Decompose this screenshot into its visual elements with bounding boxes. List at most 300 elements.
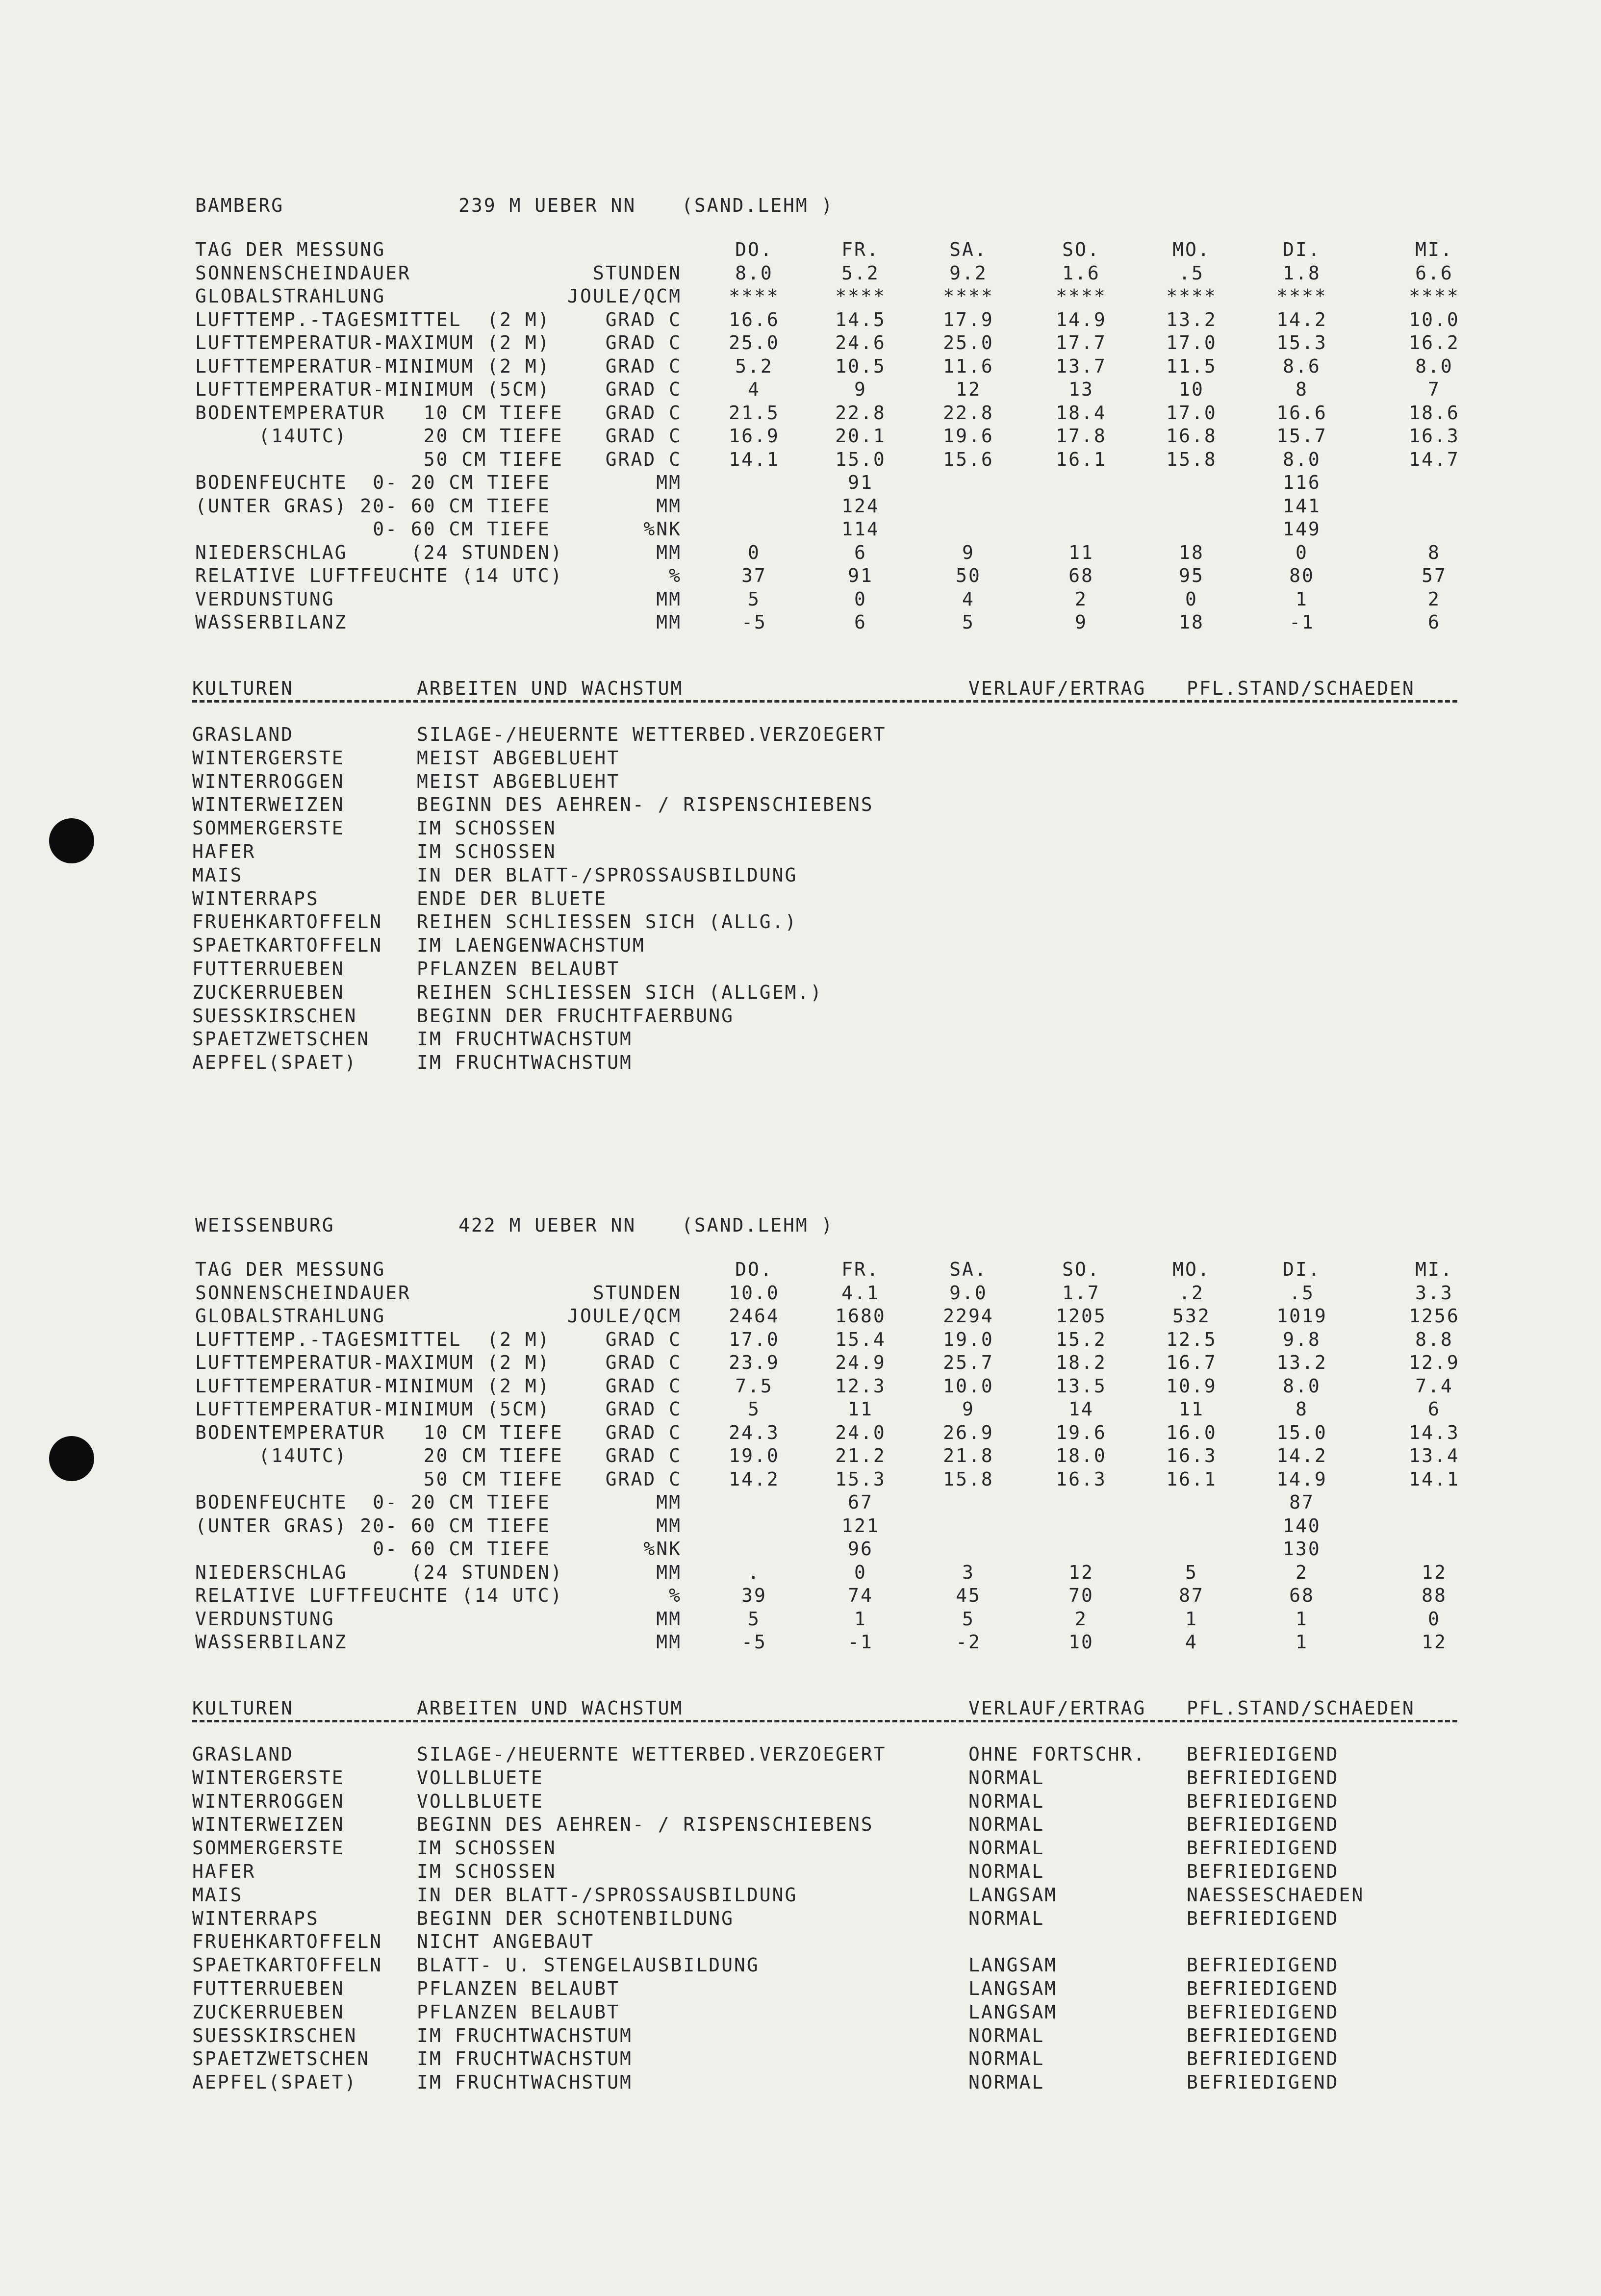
- weather-value: 9.8: [1283, 1328, 1321, 1350]
- weather-row-unit: GRAD C: [605, 332, 682, 353]
- weather-value: 15.0: [1276, 1421, 1327, 1443]
- weather-row-label: 0- 60 CM TIEFE: [195, 518, 551, 540]
- weather-value: 0: [854, 588, 867, 610]
- crop-work: MEIST ABGEBLUEHT: [417, 747, 620, 769]
- weather-row-label: LUFTTEMPERATUR-MINIMUM (2 M): [195, 355, 551, 377]
- weather-value: 19.6: [943, 425, 994, 447]
- crop-condition: BEFRIEDIGEND: [1187, 1861, 1339, 1882]
- weather-row-unit: MM: [656, 1491, 682, 1513]
- station-elevation: 239 M UEBER NN: [458, 195, 636, 216]
- weather-value: 16.6: [729, 308, 780, 330]
- weather-value: 22.8: [835, 402, 886, 424]
- weather-row-unit: MM: [656, 588, 682, 610]
- crop-progress: LANGSAM: [968, 1884, 1058, 1906]
- crop-condition: BEFRIEDIGEND: [1187, 1766, 1339, 1789]
- crop-work: MEIST ABGEBLUEHT: [417, 770, 620, 792]
- crop-culture: WINTERGERSTE: [192, 747, 345, 769]
- crop-culture: SUESSKIRSCHEN: [192, 1005, 357, 1027]
- weather-value: 16.3: [1166, 1445, 1217, 1466]
- weather-value: 12: [956, 378, 981, 400]
- crop-work: BEGINN DES AEHREN- / RISPENSCHIEBENS: [417, 1814, 874, 1836]
- crop-work: IM FRUCHTWACHSTUM: [417, 1052, 633, 1074]
- weather-value: 0: [1185, 588, 1198, 610]
- weather-value: 1.8: [1283, 262, 1321, 284]
- crop-progress: NORMAL: [968, 2071, 1045, 2094]
- weather-value: 2294: [943, 1305, 994, 1327]
- crop-header-culture: KULTUREN: [192, 678, 294, 699]
- weather-row-unit: GRAD C: [605, 402, 682, 424]
- weather-value: 37: [741, 565, 767, 586]
- weather-value: 17.0: [1166, 332, 1217, 353]
- weather-row-unit: JOULE/QCM: [567, 1305, 682, 1327]
- weather-value: 6: [1428, 1398, 1441, 1420]
- weather-value: 0: [748, 541, 761, 563]
- weather-value: 15.3: [835, 1468, 886, 1490]
- day-header: FR.: [841, 1259, 880, 1280]
- crop-header-culture: KULTUREN: [192, 1697, 294, 1719]
- crop-culture: WINTERRAPS: [192, 1907, 319, 1929]
- weather-row-unit: MM: [656, 1631, 682, 1653]
- weather-header-label: TAG DER MESSUNG: [195, 1259, 386, 1280]
- weather-value: 18.6: [1409, 402, 1460, 424]
- crop-progress: NORMAL: [968, 1907, 1045, 1929]
- crop-culture: HAFER: [192, 841, 256, 862]
- weather-value: 4: [962, 588, 975, 610]
- weather-value: 0: [1428, 1608, 1441, 1630]
- crop-work: IM LAENGENWACHSTUM: [417, 934, 645, 957]
- weather-value: 15.6: [943, 448, 994, 470]
- weather-value: 14.9: [1276, 1468, 1327, 1490]
- weather-value: 0: [854, 1561, 867, 1583]
- weather-row-unit: %NK: [643, 518, 682, 540]
- punch-hole-lower: [49, 1436, 94, 1481]
- weather-row-label: LUFTTEMP.-TAGESMITTEL (2 M): [195, 308, 551, 330]
- weather-value: 2: [1075, 1608, 1088, 1630]
- weather-value: 1680: [835, 1305, 886, 1327]
- weather-value: 68: [1289, 1585, 1315, 1606]
- weather-value: ****: [835, 285, 886, 307]
- crop-work: VOLLBLUETE: [417, 1766, 544, 1789]
- weather-value: 16.3: [1056, 1468, 1107, 1490]
- weather-value: 91: [848, 565, 873, 586]
- crop-work: IM SCHOSSEN: [417, 817, 557, 839]
- crop-header-progress: VERLAUF/ERTRAG: [968, 1697, 1146, 1719]
- weather-row-label: BODENFEUCHTE 0- 20 CM TIEFE: [195, 1491, 551, 1513]
- weather-value: 95: [1179, 565, 1204, 586]
- weather-value: 17.0: [1166, 402, 1217, 424]
- crop-work: PFLANZEN BELAUBT: [417, 958, 620, 980]
- crop-work: IM FRUCHTWACHSTUM: [417, 1028, 633, 1050]
- weather-value: 7.4: [1415, 1375, 1453, 1397]
- crop-work: IM FRUCHTWACHSTUM: [417, 2048, 633, 2070]
- day-header: DI.: [1283, 1259, 1321, 1280]
- weather-value: 8.0: [1415, 355, 1453, 377]
- weather-value: 10.0: [943, 1375, 994, 1397]
- weather-row-label: BODENTEMPERATUR 10 CM TIEFE: [195, 1421, 563, 1443]
- crop-progress: NORMAL: [968, 1790, 1045, 1812]
- crop-work: SILAGE-/HEUERNTE WETTERBED.VERZOEGERT: [417, 1743, 887, 1765]
- crop-progress: NORMAL: [968, 1837, 1045, 1859]
- weather-row-label: LUFTTEMPERATUR-MAXIMUM (2 M): [195, 1352, 551, 1373]
- day-header: SO.: [1062, 239, 1100, 260]
- weather-value: 16.0: [1166, 1421, 1217, 1443]
- crop-culture: WINTERROGGEN: [192, 770, 345, 792]
- weather-row-unit: GRAD C: [605, 1352, 682, 1373]
- weather-value: 5.2: [841, 262, 880, 284]
- crop-condition: BEFRIEDIGEND: [1187, 1907, 1339, 1929]
- crop-progress: NORMAL: [968, 1814, 1045, 1836]
- weather-value: 130: [1283, 1538, 1321, 1560]
- weather-value: 14.1: [729, 448, 780, 470]
- weather-value: 9.0: [949, 1282, 988, 1304]
- weather-value: 1.7: [1062, 1282, 1100, 1304]
- crop-condition: BEFRIEDIGEND: [1187, 1743, 1339, 1765]
- weather-row-unit: GRAD C: [605, 378, 682, 400]
- weather-row-label: GLOBALSTRAHLUNG: [195, 1305, 386, 1327]
- weather-value: 2464: [729, 1305, 780, 1327]
- crop-condition: NAESSESCHAEDEN: [1187, 1884, 1365, 1906]
- crop-work: SILAGE-/HEUERNTE WETTERBED.VERZOEGERT: [417, 724, 887, 745]
- crop-culture: ZUCKERRUEBEN: [192, 2001, 345, 2023]
- weather-row-label: NIEDERSCHLAG (24 STUNDEN): [195, 1561, 563, 1583]
- crop-progress: NORMAL: [968, 1766, 1045, 1789]
- weather-value: ****: [729, 285, 780, 307]
- weather-value: 1256: [1409, 1305, 1460, 1327]
- weather-value: 15.0: [835, 448, 886, 470]
- weather-value: 24.6: [835, 332, 886, 353]
- weather-value: 13.2: [1276, 1352, 1327, 1373]
- crop-culture: AEPFEL(SPAET): [192, 2071, 357, 2094]
- weather-row-unit: GRAD C: [605, 448, 682, 470]
- weather-value: 1.6: [1062, 262, 1100, 284]
- crop-condition: BEFRIEDIGEND: [1187, 2048, 1339, 2070]
- weather-value: 57: [1422, 565, 1447, 586]
- weather-value: 16.1: [1166, 1468, 1217, 1490]
- weather-row-unit: GRAD C: [605, 425, 682, 447]
- weather-value: 16.8: [1166, 425, 1217, 447]
- weather-value: 16.6: [1276, 402, 1327, 424]
- weather-value: 18.4: [1056, 402, 1107, 424]
- weather-row-unit: GRAD C: [605, 1468, 682, 1490]
- weather-value: 14.5: [835, 308, 886, 330]
- weather-row-unit: GRAD C: [605, 1398, 682, 1420]
- weather-value: 8.8: [1415, 1328, 1453, 1350]
- weather-value: 24.3: [729, 1421, 780, 1443]
- weather-value: 17.8: [1056, 425, 1107, 447]
- weather-value: 1: [854, 1608, 867, 1630]
- station-elevation: 422 M UEBER NN: [458, 1214, 636, 1236]
- weather-value: 13.7: [1056, 355, 1107, 377]
- day-header: SO.: [1062, 1259, 1100, 1280]
- weather-value: 13.4: [1409, 1445, 1460, 1466]
- weather-value: ****: [943, 285, 994, 307]
- weather-row-label: LUFTTEMP.-TAGESMITTEL (2 M): [195, 1328, 551, 1350]
- weather-value: 17.0: [729, 1328, 780, 1350]
- weather-value: 8.6: [1283, 355, 1321, 377]
- weather-value: ****: [1166, 285, 1217, 307]
- weather-value: 12.3: [835, 1375, 886, 1397]
- weather-value: 14.9: [1056, 308, 1107, 330]
- weather-value: 8: [1428, 541, 1441, 563]
- weather-row-unit: GRAD C: [605, 355, 682, 377]
- weather-row-label: VERDUNSTUNG: [195, 588, 335, 610]
- crop-culture: SPAETZWETSCHEN: [192, 2048, 370, 2070]
- crop-progress: NORMAL: [968, 2048, 1045, 2070]
- weather-row-label: LUFTTEMPERATUR-MAXIMUM (2 M): [195, 332, 551, 353]
- weather-value: 5: [962, 611, 975, 633]
- weather-value: 13.2: [1166, 308, 1217, 330]
- weather-value: 11: [1068, 541, 1094, 563]
- weather-row-unit: GRAD C: [605, 1445, 682, 1466]
- weather-value: 10: [1068, 1631, 1094, 1653]
- weather-value: 124: [841, 495, 880, 517]
- weather-row-label: VERDUNSTUNG: [195, 1608, 335, 1630]
- day-header: DI.: [1283, 239, 1321, 260]
- crop-progress: OHNE FORTSCHR.: [968, 1743, 1146, 1765]
- weather-value: 1019: [1276, 1305, 1327, 1327]
- crop-header-divider: [192, 700, 1457, 703]
- crop-work: NICHT ANGEBAUT: [417, 1931, 595, 1953]
- weather-value: 12: [1422, 1561, 1447, 1583]
- weather-row-unit: MM: [656, 1514, 682, 1537]
- crop-culture: ZUCKERRUEBEN: [192, 981, 345, 1003]
- weather-value: .5: [1179, 262, 1204, 284]
- crop-culture: WINTERGERSTE: [192, 1766, 345, 1789]
- crop-header-condition: PFL.STAND/SCHAEDEN: [1187, 1697, 1415, 1719]
- weather-value: 10: [1179, 378, 1204, 400]
- day-header: DO.: [735, 1259, 773, 1280]
- crop-culture: HAFER: [192, 1861, 256, 1882]
- crop-condition: BEFRIEDIGEND: [1187, 2024, 1339, 2046]
- weather-value: 21.8: [943, 1445, 994, 1466]
- crop-progress: LANGSAM: [968, 1954, 1058, 1976]
- weather-value: 8.0: [1283, 448, 1321, 470]
- weather-value: 67: [848, 1491, 873, 1513]
- weather-value: 1: [1296, 1608, 1308, 1630]
- crop-work: BEGINN DER SCHOTENBILDUNG: [417, 1907, 734, 1929]
- weather-value: 2: [1075, 588, 1088, 610]
- crop-culture: FUTTERRUEBEN: [192, 1978, 345, 1999]
- crop-work: VOLLBLUETE: [417, 1790, 544, 1812]
- weather-value: 18.0: [1056, 1445, 1107, 1466]
- weather-value: 23.9: [729, 1352, 780, 1373]
- weather-value: 87: [1179, 1585, 1204, 1606]
- weather-value: 9: [962, 1398, 975, 1420]
- weather-value: 5: [1185, 1561, 1198, 1583]
- weather-value: 25.0: [729, 332, 780, 353]
- weather-value: -1: [848, 1631, 873, 1653]
- weather-row-unit: MM: [656, 1608, 682, 1630]
- weather-row-label: NIEDERSCHLAG (24 STUNDEN): [195, 541, 563, 563]
- weather-value: 11: [1179, 1398, 1204, 1420]
- weather-value: 21.2: [835, 1445, 886, 1466]
- weather-row-unit: %: [669, 565, 682, 586]
- weather-value: ****: [1409, 285, 1460, 307]
- weather-row-unit: STUNDEN: [592, 1282, 682, 1304]
- weather-value: 9: [962, 541, 975, 563]
- crop-progress: LANGSAM: [968, 2001, 1058, 2023]
- weather-value: 11.5: [1166, 355, 1217, 377]
- crop-culture: SPAETKARTOFFELN: [192, 934, 383, 957]
- weather-row-label: (14UTC) 20 CM TIEFE: [195, 1445, 563, 1466]
- crop-work: IN DER BLATT-/SPROSSAUSBILDUNG: [417, 1884, 798, 1906]
- crop-culture: FRUEHKARTOFFELN: [192, 911, 383, 933]
- weather-value: 14.7: [1409, 448, 1460, 470]
- weather-value: 2: [1296, 1561, 1308, 1583]
- crop-culture: SUESSKIRSCHEN: [192, 2024, 357, 2046]
- weather-value: 5: [962, 1608, 975, 1630]
- crop-culture: WINTERROGGEN: [192, 1790, 345, 1812]
- weather-value: 87: [1289, 1491, 1315, 1513]
- crop-culture: FUTTERRUEBEN: [192, 958, 345, 980]
- day-header: SA.: [949, 239, 988, 260]
- weather-value: 8.0: [1283, 1375, 1321, 1397]
- crop-work: PFLANZEN BELAUBT: [417, 1978, 620, 1999]
- weather-value: 2: [1428, 588, 1441, 610]
- weather-value: 1: [1185, 1608, 1198, 1630]
- weather-row-label: LUFTTEMPERATUR-MINIMUM (5CM): [195, 378, 551, 400]
- weather-value: 22.8: [943, 402, 994, 424]
- weather-value: 15.7: [1276, 425, 1327, 447]
- crop-culture: WINTERWEIZEN: [192, 1814, 345, 1836]
- weather-value: 4: [1185, 1631, 1198, 1653]
- weather-row-unit: GRAD C: [605, 1421, 682, 1443]
- weather-value: 15.4: [835, 1328, 886, 1350]
- weather-value: 1: [1296, 1631, 1308, 1653]
- crop-condition: BEFRIEDIGEND: [1187, 1814, 1339, 1836]
- station-name: BAMBERG: [195, 195, 284, 216]
- weather-row-label: GLOBALSTRAHLUNG: [195, 285, 386, 307]
- weather-value: 70: [1068, 1585, 1094, 1606]
- weather-row-unit: GRAD C: [605, 1375, 682, 1397]
- weather-value: 88: [1422, 1585, 1447, 1606]
- crop-culture: WINTERWEIZEN: [192, 794, 345, 816]
- weather-value: -2: [956, 1631, 981, 1653]
- weather-header-label: TAG DER MESSUNG: [195, 239, 386, 260]
- weather-row-unit: JOULE/QCM: [567, 285, 682, 307]
- weather-value: 18: [1179, 611, 1204, 633]
- weather-row-label: 50 CM TIEFE: [195, 1468, 563, 1490]
- punch-hole-upper: [49, 818, 94, 863]
- weather-row-unit: %NK: [643, 1538, 682, 1560]
- crop-work: BLATT- U. STENGELAUSBILDUNG: [417, 1954, 760, 1976]
- weather-value: 15.8: [943, 1468, 994, 1490]
- station-soil: (SAND.LEHM ): [682, 1214, 834, 1236]
- day-header: MI.: [1415, 1259, 1453, 1280]
- weather-value: .2: [1179, 1282, 1204, 1304]
- weather-value: 18: [1179, 541, 1204, 563]
- crop-condition: BEFRIEDIGEND: [1187, 1790, 1339, 1812]
- weather-value: 12.9: [1409, 1352, 1460, 1373]
- weather-value: 9: [854, 378, 867, 400]
- weather-row-unit: MM: [656, 1561, 682, 1583]
- weather-value: -5: [741, 611, 767, 633]
- crop-progress: LANGSAM: [968, 1978, 1058, 1999]
- crop-culture: FRUEHKARTOFFELN: [192, 1931, 383, 1953]
- weather-value: 5.2: [735, 355, 773, 377]
- weather-value: 39: [741, 1585, 767, 1606]
- weather-value: 6: [854, 541, 867, 563]
- weather-value: .5: [1289, 1282, 1315, 1304]
- weather-value: 17.7: [1056, 332, 1107, 353]
- weather-value: 14: [1068, 1398, 1094, 1420]
- crop-condition: BEFRIEDIGEND: [1187, 1954, 1339, 1976]
- weather-value: 15.8: [1166, 448, 1217, 470]
- weather-value: 121: [841, 1514, 880, 1537]
- weather-row-unit: MM: [656, 495, 682, 517]
- weather-value: -1: [1289, 611, 1315, 633]
- weather-value: 21.5: [729, 402, 780, 424]
- weather-value: 12.5: [1166, 1328, 1217, 1350]
- weather-value: 141: [1283, 495, 1321, 517]
- weather-value: 10.0: [1409, 308, 1460, 330]
- weather-value: ****: [1056, 285, 1107, 307]
- weather-value: 11.6: [943, 355, 994, 377]
- crop-culture: WINTERRAPS: [192, 887, 319, 909]
- crop-work: IM SCHOSSEN: [417, 841, 557, 862]
- weather-row-label: 0- 60 CM TIEFE: [195, 1538, 551, 1560]
- weather-row-label: RELATIVE LUFTFEUCHTE (14 UTC): [195, 565, 563, 586]
- weather-value: 8: [1296, 378, 1308, 400]
- crop-header-condition: PFL.STAND/SCHAEDEN: [1187, 678, 1415, 699]
- crop-condition: BEFRIEDIGEND: [1187, 1978, 1339, 1999]
- weather-value: ****: [1276, 285, 1327, 307]
- weather-value: 45: [956, 1585, 981, 1606]
- station-name: WEISSENBURG: [195, 1214, 335, 1236]
- weather-value: 7.5: [735, 1375, 773, 1397]
- weather-row-label: LUFTTEMPERATUR-MINIMUM (2 M): [195, 1375, 551, 1397]
- weather-value: 3: [962, 1561, 975, 1583]
- crop-culture: AEPFEL(SPAET): [192, 1052, 357, 1074]
- weather-value: 13: [1068, 378, 1094, 400]
- crop-culture: SOMMERGERSTE: [192, 817, 345, 839]
- weather-row-label: (UNTER GRAS) 20- 60 CM TIEFE: [195, 495, 551, 517]
- crop-header-work: ARBEITEN UND WACHSTUM: [417, 678, 684, 699]
- day-header: MO.: [1172, 1259, 1211, 1280]
- weather-row-label: (UNTER GRAS) 20- 60 CM TIEFE: [195, 1514, 551, 1537]
- crop-header-divider: [192, 1720, 1457, 1722]
- weather-value: 19.6: [1056, 1421, 1107, 1443]
- weather-row-unit: GRAD C: [605, 308, 682, 330]
- weather-value: 14.1: [1409, 1468, 1460, 1490]
- weather-value: 80: [1289, 565, 1315, 586]
- crop-culture: MAIS: [192, 1884, 243, 1906]
- weather-value: 1: [1296, 588, 1308, 610]
- weather-value: 12: [1068, 1561, 1094, 1583]
- weather-value: 8.0: [735, 262, 773, 284]
- weather-value: 10.0: [729, 1282, 780, 1304]
- crop-progress: NORMAL: [968, 2024, 1045, 2046]
- weather-row-label: WASSERBILANZ: [195, 611, 348, 633]
- weather-value: 8: [1296, 1398, 1308, 1420]
- day-header: MI.: [1415, 239, 1453, 260]
- crop-culture: SOMMERGERSTE: [192, 1837, 345, 1859]
- crop-work: BEGINN DES AEHREN- / RISPENSCHIEBENS: [417, 794, 874, 816]
- weather-value: 6: [854, 611, 867, 633]
- weather-value: 114: [841, 518, 880, 540]
- weather-row-label: BODENTEMPERATUR 10 CM TIEFE: [195, 402, 563, 424]
- weather-value: 6.6: [1415, 262, 1453, 284]
- crop-header-work: ARBEITEN UND WACHSTUM: [417, 1697, 684, 1719]
- crop-header-progress: VERLAUF/ERTRAG: [968, 678, 1146, 699]
- crop-work: ENDE DER BLUETE: [417, 887, 608, 909]
- weather-row-label: SONNENSCHEINDAUER: [195, 1282, 411, 1304]
- weather-value: 9: [1075, 611, 1088, 633]
- crop-condition: BEFRIEDIGEND: [1187, 2001, 1339, 2023]
- weather-row-unit: MM: [656, 611, 682, 633]
- weather-value: 91: [848, 472, 873, 493]
- weather-row-unit: STUNDEN: [592, 262, 682, 284]
